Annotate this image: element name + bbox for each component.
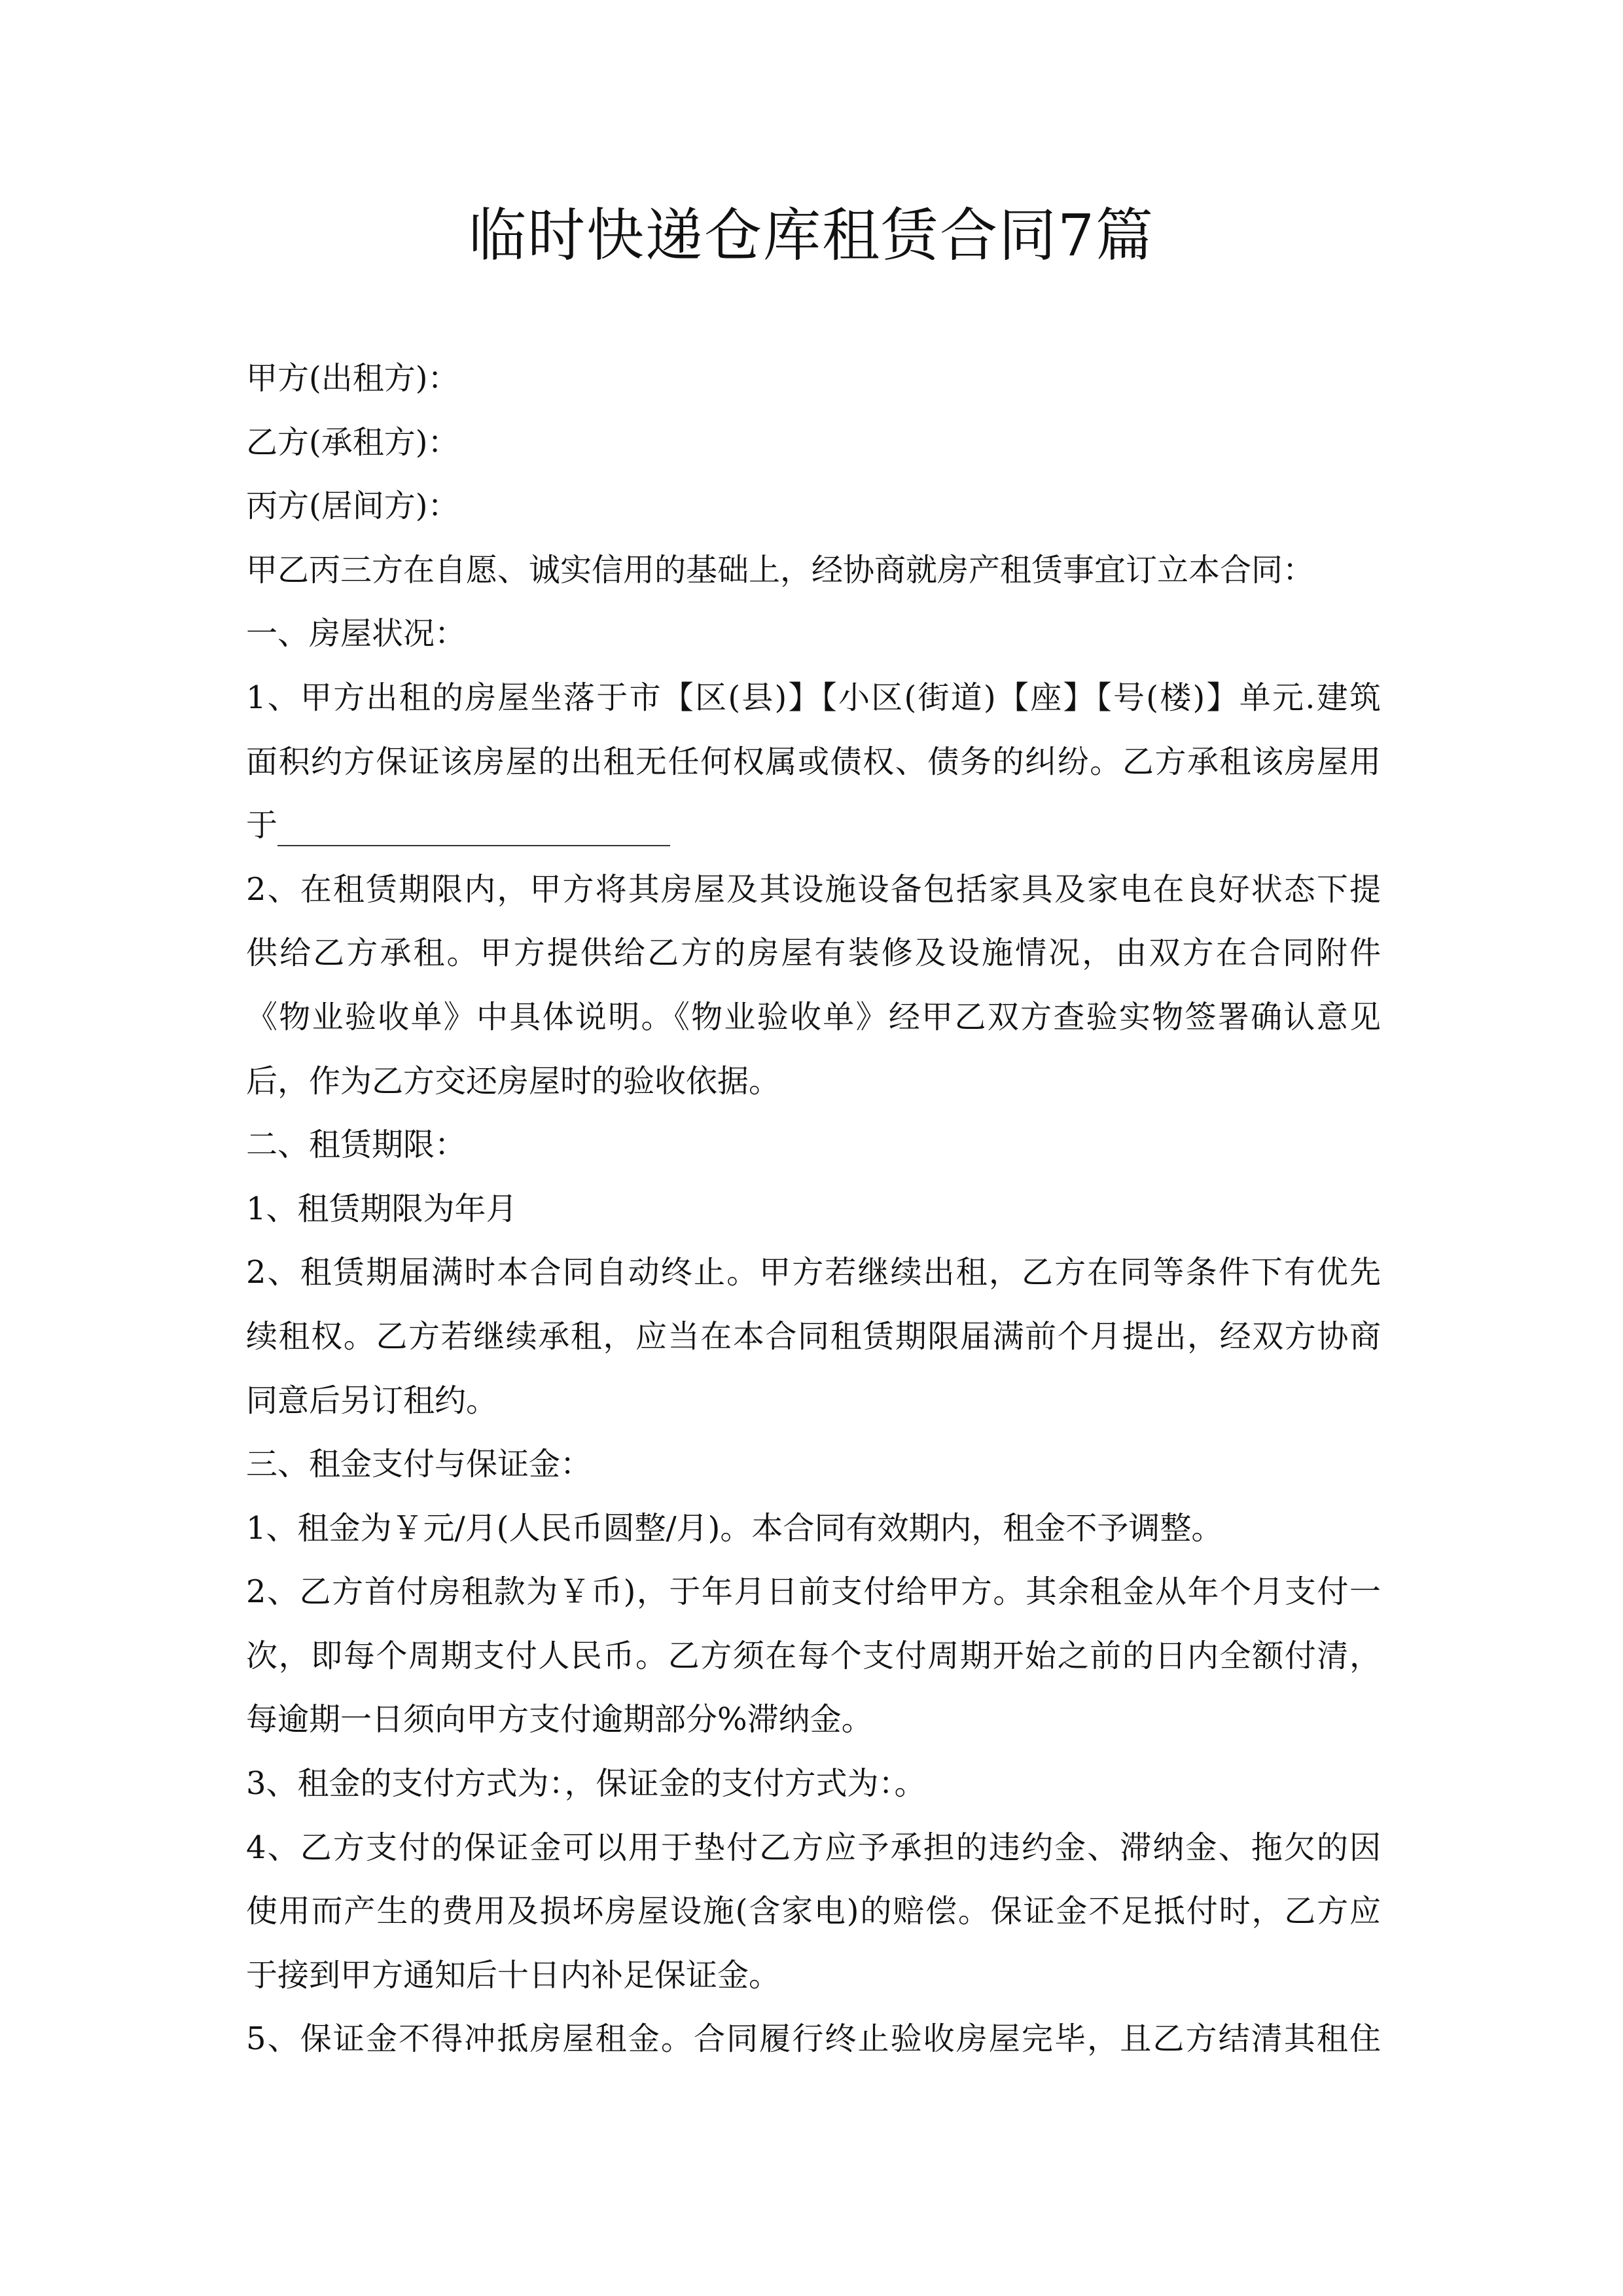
party-c-line: 丙方(居间方)： bbox=[246, 488, 459, 525]
paragraph-line: 《物业验收单》中具体说明。《物业验收单》经甲乙双方查验实物签署确认意见 bbox=[246, 998, 1381, 1035]
paragraph-line: 2、在租赁期限内，甲方将其房屋及其设施设备包括家具及家电在良好状态下提 bbox=[246, 870, 1381, 908]
party-a-line: 甲方(出租方)： bbox=[246, 360, 459, 397]
paragraph-line: 2、乙方首付房租款为￥币)，于年月日前支付给甲方。其余租金从年个月支付一 bbox=[246, 1573, 1381, 1611]
paragraph-line: 供给乙方承租。甲方提供给乙方的房屋有装修及设施情况，由双方在合同附件 bbox=[246, 935, 1381, 972]
paragraph-line-text: 于 bbox=[246, 807, 278, 844]
section-heading-property: 一、房屋状况： bbox=[246, 615, 467, 653]
paragraph-line: 1、租金为￥元/月(人民币圆整/月)。本合同有效期内，租金不予调整。 bbox=[246, 1509, 1223, 1547]
section-heading-term: 二、租赁期限： bbox=[246, 1126, 467, 1164]
paragraph-line: 面积约方保证该房屋的出租无任何权属或债权、债务的纠纷。乙方承租该房屋用 bbox=[246, 743, 1381, 780]
party-b-line: 乙方(承租方)： bbox=[246, 423, 459, 461]
paragraph-line: 每逾期一日须向甲方支付逾期部分%滞纳金。 bbox=[246, 1701, 873, 1738]
paragraph-line: 后，作为乙方交还房屋时的验收依据。 bbox=[246, 1062, 781, 1100]
paragraph-line: 1、甲方出租的房屋坐落于市【区(县)】【小区(街道)【座】【号(楼)】单元.建筑 bbox=[246, 679, 1381, 716]
preamble-line: 甲乙丙三方在自愿、诚实信用的基础上，经协商就房产租赁事宜订立本合同： bbox=[246, 551, 1315, 588]
paragraph-line: 4、乙方支付的保证金可以用于垫付乙方应予承担的违约金、滞纳金、拖欠的因 bbox=[246, 1829, 1381, 1866]
paragraph-line: 1、租赁期限为年月 bbox=[246, 1190, 518, 1227]
section-heading-rent: 三、租金支付与保证金： bbox=[246, 1446, 592, 1483]
paragraph-line: 2、租赁期届满时本合同自动终止。甲方若继续出租，乙方在同等条件下有优先 bbox=[246, 1254, 1381, 1291]
fill-in-blank-line bbox=[277, 806, 670, 846]
paragraph-line: 次，即每个周期支付人民币。乙方须在每个支付周期开始之前的日内全额付清， bbox=[246, 1637, 1381, 1674]
document-title: 临时快递仓库租赁合同7篇 bbox=[469, 202, 1154, 269]
paragraph-line: 使用而产生的费用及损坏房屋设施(含家电)的赔偿。保证金不足抵付时，乙方应 bbox=[246, 1893, 1381, 1930]
paragraph-line: 5、保证金不得冲抵房屋租金。合同履行终止验收房屋完毕，且乙方结清其租住 bbox=[246, 2020, 1381, 2058]
contract-body bbox=[246, 347, 1381, 2072]
paragraph-line-with-blank bbox=[246, 794, 1381, 858]
paragraph-line: 同意后另订租约。 bbox=[246, 1382, 498, 1419]
paragraph-line: 3、租金的支付方式为：，保证金的支付方式为：。 bbox=[246, 1765, 926, 1803]
paragraph-line: 续租权。乙方若继续承租，应当在本合同租赁期限届满前个月提出，经双方协商 bbox=[246, 1318, 1381, 1355]
paragraph-line: 于接到甲方通知后十日内补足保证金。 bbox=[246, 1956, 781, 1994]
